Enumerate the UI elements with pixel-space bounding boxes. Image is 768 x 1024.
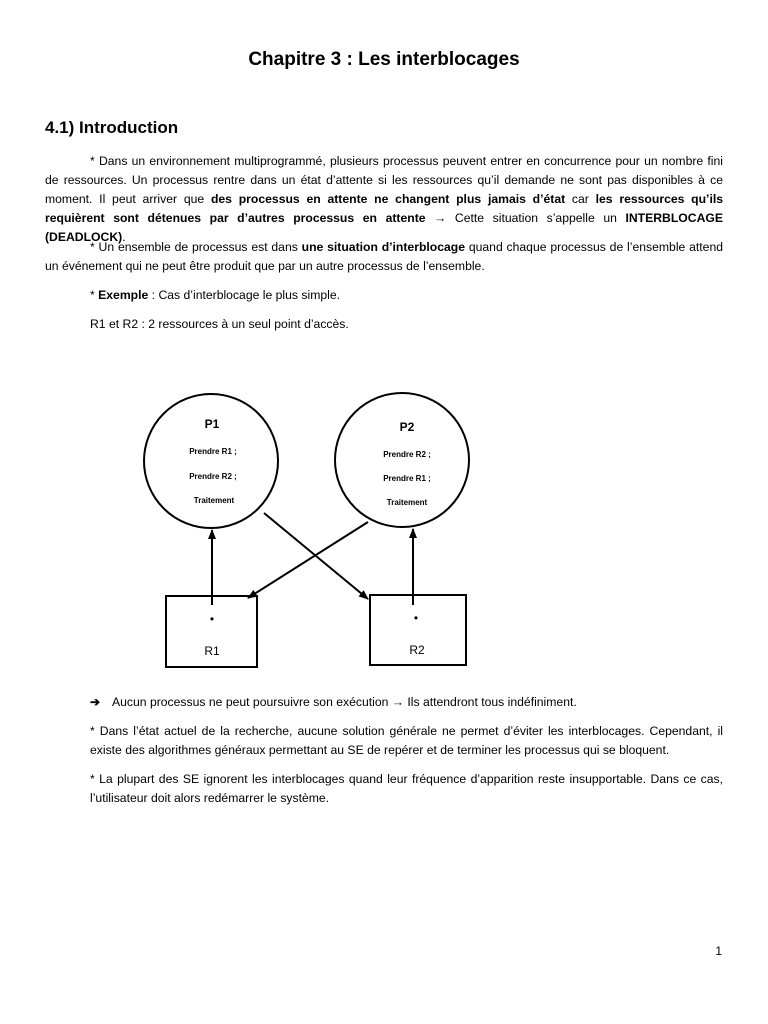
p1-label: P1 [204,417,220,431]
p2-text-1: * Un ensemble de processus est dans [90,240,302,254]
p2-bold-1: une situation d’interblocage [301,240,466,254]
process-p2-node [335,393,469,527]
p1-bold-3: INTERBLOCAGE (DEADLOCK) [45,211,723,244]
r1-dot: • [209,612,215,626]
page-number: 1 [715,944,722,958]
p2-line-3: Traitement [386,498,428,507]
p2-label: P2 [399,420,415,434]
p1-line-2: Prendre R2 ; [189,472,237,481]
r2-dot: • [413,611,419,625]
p1-text-4: . [122,230,126,244]
conclusion-text: Aucun processus ne peut poursuivre son exécution → Ils attendront tous indéfiniment. [112,695,577,709]
resource-r2-node [370,595,466,665]
p1-bold-1: des processus en attente ne changent plus jamais d’état [210,192,566,206]
page-title: Chapitre 3 : Les interblocages [248,49,520,70]
p2-line-2: Prendre R1 ; [383,474,431,483]
process-p1-node [144,394,278,528]
p3-bold-1: Exemple [98,288,149,302]
resource-r1-node [166,596,257,667]
paragraph-os: * La plupart des SE ignorent les interblocages quand leur fréquence d’apparition reste insupportable. Dans ce cas, l’utilisateur doit alors redémarrer le système. [90,772,723,805]
p1-line-3: Traitement [193,496,235,505]
right-arrow-icon: ➔ [90,695,101,709]
conclusion-line [90,693,723,712]
p3-text-1: * [90,288,99,302]
paragraph-resources: R1 et R2 : 2 ressources à un seul point d’accès. [90,317,349,331]
p1-line-1: Prendre R1 ; [189,447,237,456]
paragraph-research: * Dans l’état actuel de la recherche, aucune solution générale ne permet d’éviter les interblocages. Cependant, il existe des algorithmes généraux permettant au SE de repérer et de terminer les processus qui se bloquent. [90,724,723,757]
edge-p2-to-r1 [248,522,368,598]
p1-text-1: * Dans un environnement multiprogrammé, plusieurs processus peuvent entrer en concurrence pour un nombre fini de ressources. Un processus rentre dans un état d’attente si les ressources qu’il demande ne sont pas disponibles à ce moment. Il peut arriver que [45,154,723,206]
p1-text-3: → Cette situation s’appelle un [425,211,626,225]
r1-label: R1 [204,644,220,658]
p1-bold-2: les ressources qu’ils requièrent sont détenues par d’autres processus en attente [45,192,723,225]
p2-line-1: Prendre R2 ; [383,450,431,459]
section-heading: 4.1) Introduction [45,118,179,137]
p3-text-2: : Cas d’interblocage le plus simple. [148,288,340,302]
p2-text-2: quand chaque processus de l’ensemble attend un événement qui ne peut être produit que par un autre processus de l’ensemble. [45,240,723,273]
r2-label: R2 [409,643,425,657]
p1-text-2: car [565,192,596,206]
